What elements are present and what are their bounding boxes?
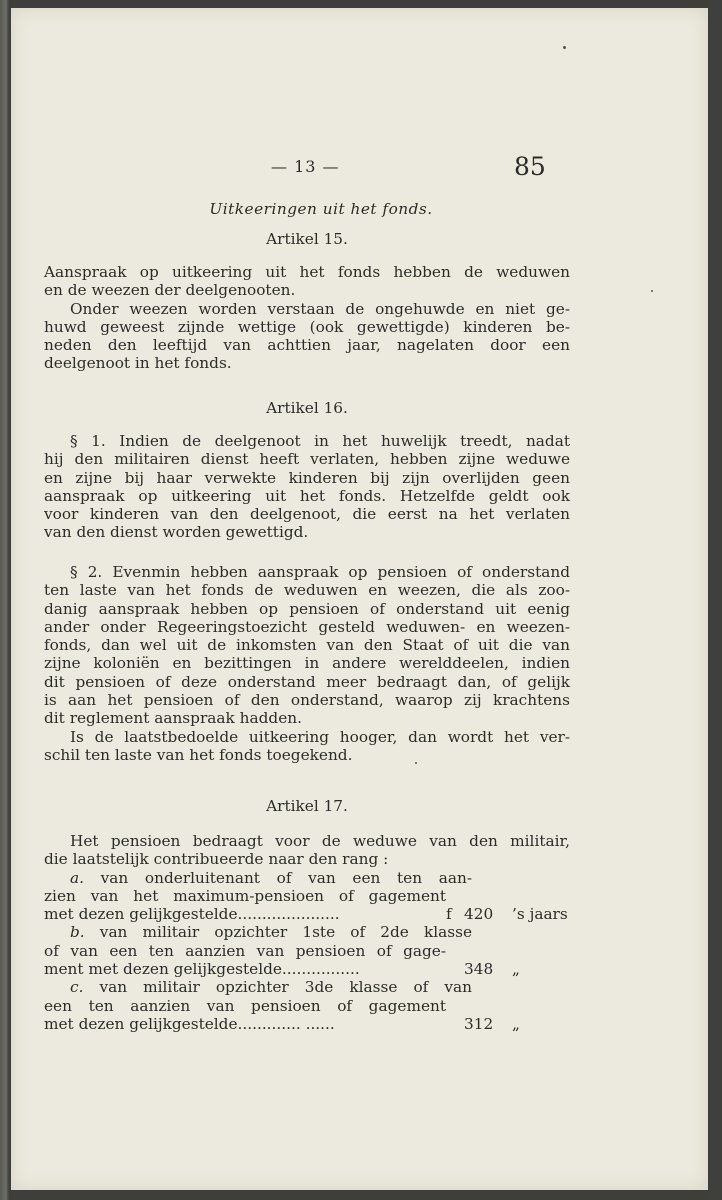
text-line: huwd geweest zijnde wettige (ook gewettigde) kinderen be- bbox=[44, 317, 570, 336]
book-page bbox=[11, 8, 708, 1190]
scan-edge bbox=[708, 0, 722, 1200]
text-line: § 2. Evenmin hebben aanspraak op pensioen of onderstand bbox=[70, 563, 570, 581]
pension-item-c bbox=[44, 978, 570, 1033]
article-15-body bbox=[44, 263, 570, 373]
pension-period: ’s jaars bbox=[512, 905, 568, 924]
pension-item-a bbox=[44, 869, 570, 924]
text-line: schil ten laste van het fonds toegekend. bbox=[44, 745, 353, 764]
text-line: ten laste van het fonds de weduwen en weezen, die als zoo- bbox=[44, 581, 570, 600]
text-line: en de weezen der deelgenooten. bbox=[44, 281, 296, 300]
pension-item-line: ment met dezen gelijkgestelde................ bbox=[44, 960, 360, 979]
text-line: dit pensioen of deze onderstand meer bedraagt dan, of gelijk bbox=[44, 672, 570, 691]
pension-item-line: of van een ten aanzien van pensioen of gage- bbox=[44, 941, 446, 960]
pension-item-line: zien van het maximum-pensioen of gagement bbox=[44, 886, 446, 905]
text-line: neden den leeftijd van achttien jaar, nagelaten door een bbox=[44, 336, 570, 355]
pension-item-line: met dezen gelijkgestelde..................... bbox=[44, 905, 340, 924]
pension-item-line bbox=[44, 869, 472, 887]
article-17-body bbox=[44, 832, 570, 1033]
text-line: aanspraak op uitkeering uit het fonds. Hetzelfde geldt ook bbox=[44, 486, 570, 505]
text-line: voor kinderen van den deelgenoot, die eerst na het verlaten bbox=[44, 505, 570, 524]
text-line: ander onder Regeeringstoezicht gesteld weduwen- en weezen- bbox=[44, 617, 570, 636]
article-15-title: Artikel 15. bbox=[266, 230, 348, 248]
pension-amount: 420 bbox=[464, 905, 494, 924]
text-line: en zijne bij haar verwekte kinderen bij zijn overlijden geen bbox=[44, 468, 570, 487]
paper-speck bbox=[651, 290, 653, 292]
text-line: § 1. Indien de deelgenoot in het huwelijk treedt, nadat bbox=[70, 432, 570, 450]
article-16-paragraph-2 bbox=[44, 563, 570, 764]
item-label: b. bbox=[70, 923, 85, 942]
pension-period: „ bbox=[512, 960, 520, 979]
item-label: c. bbox=[70, 978, 84, 997]
text-line: is aan het pensioen of den onderstand, waarop zij krachtens bbox=[44, 691, 570, 710]
article-16-title: Artikel 16. bbox=[266, 399, 348, 417]
text-line: fonds, dan wel uit de inkomsten van den Staat of uit die van bbox=[44, 636, 570, 655]
pension-item-line: een ten aanzien van pensioen of gagement bbox=[44, 996, 446, 1015]
currency-symbol: f bbox=[446, 905, 452, 924]
text-line: Aanspraak op uitkeering uit het fonds hebben de weduwen bbox=[44, 263, 570, 281]
pension-item-line: met dezen gelijkgestelde............. ...... bbox=[44, 1014, 335, 1033]
article-17-title: Artikel 17. bbox=[266, 797, 348, 815]
pension-item-b bbox=[44, 923, 570, 978]
item-text: van militair opzichter 1ste of 2de klasse bbox=[99, 923, 472, 942]
article-16-paragraph-1 bbox=[44, 432, 570, 542]
pension-amount: 348 bbox=[464, 960, 494, 979]
item-label: a. bbox=[70, 868, 84, 887]
text-line: Het pensioen bedraagt voor de weduwe van den militair, bbox=[70, 832, 570, 850]
text-line: dit reglement aanspraak hadden. bbox=[44, 709, 302, 728]
text-line: deelgenoot in het fonds. bbox=[44, 354, 232, 373]
pension-item-line bbox=[44, 978, 472, 996]
text-line: die laatstelijk contribueerde naar den rang : bbox=[44, 850, 389, 869]
pension-item-line bbox=[44, 923, 472, 941]
text-line: Onder weezen worden verstaan de ongehuwde en niet ge- bbox=[70, 299, 570, 318]
paper-speck bbox=[563, 46, 566, 49]
printed-page-number: — 13 — bbox=[271, 157, 340, 176]
pension-period: „ bbox=[512, 1014, 520, 1033]
text-line: Is de laatstbedoelde uitkeering hooger, dan wordt het ver- bbox=[70, 727, 570, 746]
text-line: danig aanspraak hebben op pensioen of onderstand uit eenig bbox=[44, 599, 570, 618]
text-line: van den dienst worden gewettigd. bbox=[44, 523, 309, 542]
text-line: hij den militairen dienst heeft verlaten, hebben zijne weduwe bbox=[44, 450, 570, 469]
text-line: zijne koloniën en bezittingen in andere werelddeelen, indien bbox=[44, 654, 570, 673]
item-text: van militair opzichter 3de klasse of van bbox=[99, 978, 472, 997]
item-text: van onderluitenant of van een ten aan- bbox=[100, 868, 472, 887]
pension-amount: 312 bbox=[464, 1014, 494, 1033]
stamped-page-number: 85 bbox=[514, 152, 546, 181]
section-title: Uitkeeringen uit het fonds. bbox=[209, 200, 433, 218]
